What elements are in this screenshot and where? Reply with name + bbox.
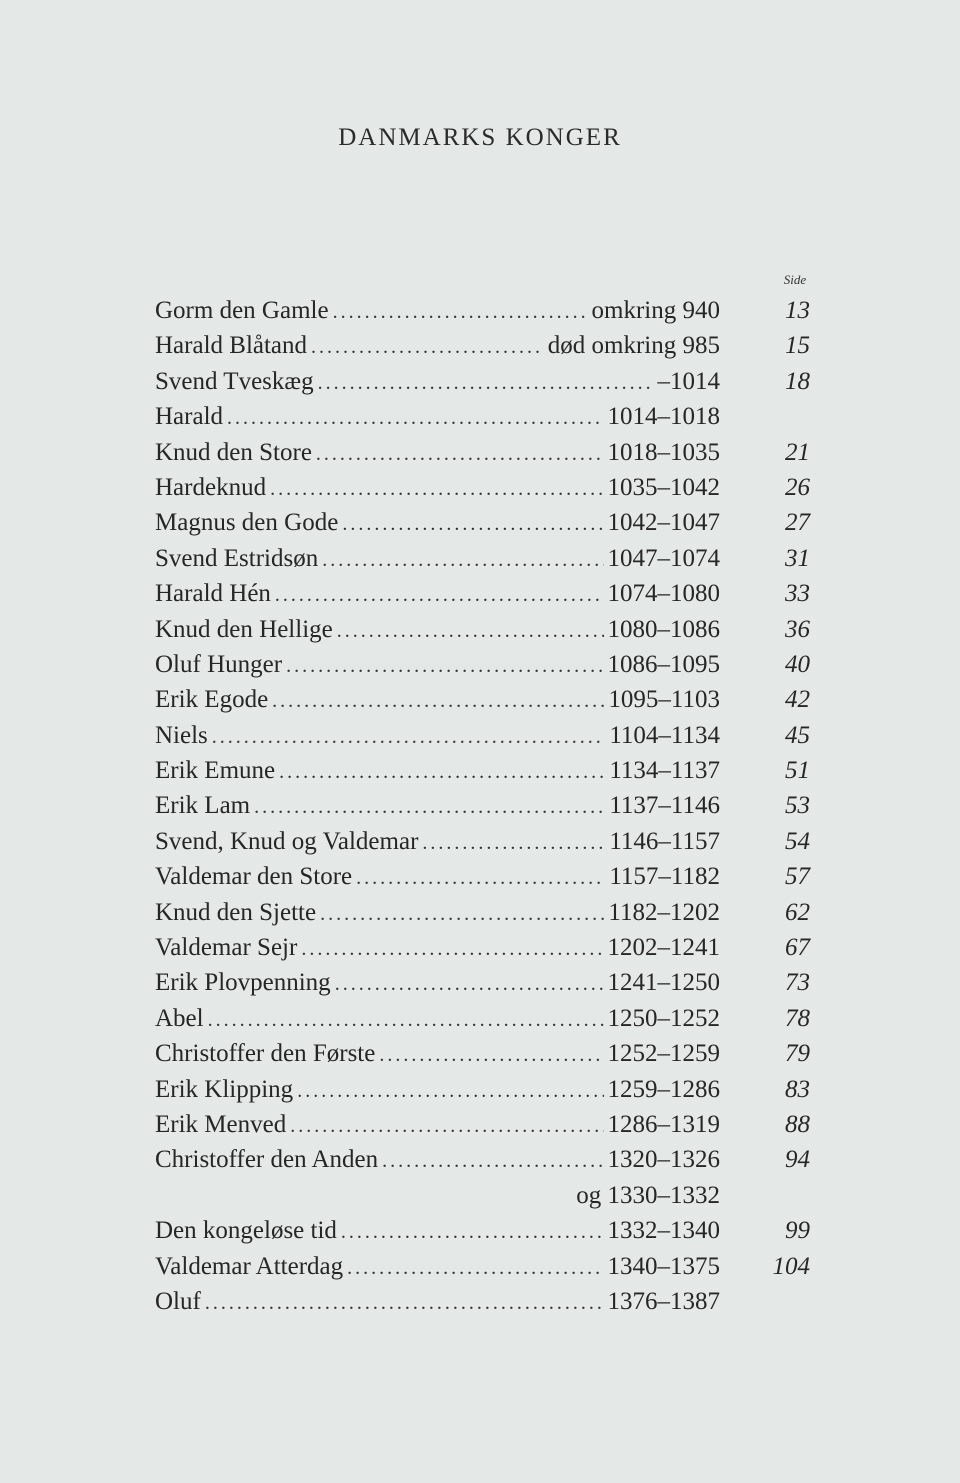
toc-entry — [155, 541, 810, 576]
dot-leader — [318, 366, 654, 401]
toc-entry — [155, 1249, 810, 1284]
king-name: Erik Menved — [155, 1110, 287, 1138]
page-number: 42 — [785, 686, 810, 714]
page-number: 94 — [785, 1146, 810, 1174]
page-number: 15 — [785, 332, 810, 360]
toc-entry — [155, 470, 810, 505]
toc-entry — [155, 576, 810, 611]
page-number: 33 — [785, 580, 810, 608]
king-name: Svend, Knud og Valdemar — [155, 827, 419, 855]
page-number: 36 — [785, 615, 810, 643]
king-name: Christoffer den Første — [155, 1040, 376, 1068]
king-name: Knud den Store — [155, 438, 312, 466]
page-number: 53 — [785, 792, 810, 820]
dot-leader — [316, 437, 604, 472]
reign-years: 1320–1326 — [607, 1146, 720, 1174]
king-name: Niels — [155, 721, 208, 749]
dot-leader — [290, 1109, 603, 1144]
reign-years: 1080–1086 — [607, 615, 720, 643]
king-name: Svend Estridsøn — [155, 544, 319, 572]
toc-entry — [155, 1178, 810, 1213]
page-number: 88 — [785, 1110, 810, 1138]
king-name: Valdemar den Store — [155, 863, 353, 891]
king-name: Den kongeløse tid — [155, 1217, 337, 1245]
reign-years: 1286–1319 — [607, 1110, 720, 1138]
page-number: 104 — [772, 1252, 810, 1280]
toc-entry — [155, 965, 810, 1000]
king-name: Svend Tveskæg — [155, 367, 314, 395]
king-name: Oluf — [155, 1287, 201, 1315]
reign-years: 1250–1252 — [607, 1004, 720, 1032]
toc-entry — [155, 682, 810, 717]
reign-years: 1241–1250 — [607, 969, 720, 997]
page-number: 27 — [785, 509, 810, 537]
king-name: Gorm den Gamle — [155, 297, 329, 324]
reign-years: 1137–1146 — [609, 792, 720, 820]
reign-years: og 1330–1332 — [576, 1181, 720, 1209]
page-title: DANMARKS KONGER — [338, 124, 622, 151]
reign-years: –1014 — [657, 367, 720, 395]
page-column-header: Side — [783, 272, 807, 287]
king-name: Erik Lam — [155, 792, 251, 820]
toc-entry — [155, 753, 810, 788]
dot-leader — [275, 578, 604, 613]
page-number: 78 — [785, 1004, 810, 1032]
reign-years: 1252–1259 — [607, 1040, 720, 1068]
toc-entry — [155, 364, 810, 399]
page-number: 62 — [785, 898, 810, 926]
reign-years: 1134–1137 — [609, 757, 720, 785]
reign-years: 1202–1241 — [607, 934, 720, 962]
king-name: Erik Emune — [155, 757, 276, 785]
toc-entry — [155, 505, 810, 540]
toc-entry — [155, 435, 810, 470]
dot-leader — [322, 543, 603, 578]
dot-leader — [347, 1251, 603, 1286]
page-number: 57 — [785, 863, 810, 891]
king-name: Harald Hén — [155, 580, 271, 608]
reign-years: 1014–1018 — [607, 403, 720, 431]
dot-leader — [301, 932, 603, 967]
reign-years: 1146–1157 — [609, 827, 720, 855]
dot-leader — [422, 826, 605, 861]
toc-entry — [155, 1036, 810, 1071]
reign-years: 1376–1387 — [607, 1287, 720, 1315]
reign-years: 1035–1042 — [607, 473, 720, 501]
reign-years: 1157–1182 — [609, 863, 720, 891]
dot-leader — [212, 720, 606, 755]
dot-leader — [272, 684, 604, 719]
page-number: 99 — [785, 1217, 810, 1245]
toc-entry — [155, 824, 810, 859]
toc-entry — [155, 718, 810, 753]
king-name: Oluf Hunger — [155, 650, 283, 678]
page-number: 73 — [785, 969, 810, 997]
reign-years: 1074–1080 — [607, 580, 720, 608]
toc-entry — [155, 1142, 810, 1177]
page-number: 83 — [785, 1075, 810, 1103]
dot-leader — [279, 755, 605, 790]
toc-entry — [155, 1072, 810, 1107]
toc-entry — [155, 647, 810, 682]
king-name: Valdemar Sejr — [155, 934, 298, 962]
page-number: 45 — [785, 721, 810, 749]
page-number: 31 — [785, 544, 810, 572]
king-name: Abel — [155, 1004, 204, 1032]
dot-leader — [335, 967, 604, 1002]
reign-years: 1047–1074 — [607, 544, 720, 572]
page-number: 26 — [785, 473, 810, 501]
dot-leader — [337, 614, 604, 649]
king-name: Hardeknud — [155, 473, 267, 501]
king-name: Knud den Hellige — [155, 615, 333, 643]
dot-leader — [333, 295, 588, 330]
dot-leader — [205, 1286, 604, 1321]
reign-years: 1182–1202 — [608, 898, 720, 926]
dot-leader — [341, 1215, 604, 1250]
king-name: Erik Klipping — [155, 1075, 294, 1103]
page-number: 51 — [785, 757, 810, 785]
reign-years: 1104–1134 — [609, 721, 720, 749]
reign-years: 1086–1095 — [607, 650, 720, 678]
kings-table-of-contents — [155, 293, 810, 1319]
page-number: 79 — [785, 1040, 810, 1068]
king-name: Christoffer den Anden — [155, 1146, 379, 1174]
page-number: 40 — [785, 650, 810, 678]
dot-leader — [311, 330, 544, 365]
toc-entry — [155, 788, 810, 823]
reign-years: 1018–1035 — [607, 438, 720, 466]
dot-leader — [270, 472, 603, 507]
toc-entry — [155, 859, 810, 894]
page-number: 21 — [785, 438, 810, 466]
reign-years: 1332–1340 — [607, 1217, 720, 1245]
toc-entry — [155, 399, 810, 434]
toc-entry — [155, 1213, 810, 1248]
page-number: 13 — [785, 297, 810, 324]
dot-leader — [379, 1038, 603, 1073]
reign-years: 1259–1286 — [607, 1075, 720, 1103]
page-number: 18 — [785, 367, 810, 395]
dot-leader — [297, 1074, 603, 1109]
dot-leader — [227, 401, 603, 436]
dot-leader — [254, 790, 605, 825]
king-name: Knud den Sjette — [155, 898, 317, 926]
king-name: Erik Egode — [155, 686, 269, 714]
dot-leader — [382, 1144, 603, 1179]
reign-years: 1042–1047 — [607, 509, 720, 537]
reign-years: 1095–1103 — [608, 686, 720, 714]
dot-leader — [342, 507, 603, 542]
toc-entry — [155, 1284, 810, 1319]
king-name: Harald Blåtand — [155, 332, 308, 360]
toc-entry — [155, 328, 810, 363]
reign-years: 1340–1375 — [607, 1252, 720, 1280]
reign-years: omkring 940 — [591, 297, 720, 324]
king-name: Valdemar Atterdag — [155, 1252, 344, 1280]
reign-years: død omkring 985 — [547, 332, 720, 360]
dot-leader — [286, 649, 603, 684]
king-name: Harald — [155, 403, 224, 431]
toc-entry — [155, 895, 810, 930]
dot-leader — [320, 897, 604, 932]
king-name: Magnus den Gode — [155, 509, 339, 537]
toc-entry — [155, 1001, 810, 1036]
page-number: 67 — [785, 934, 810, 962]
dot-leader — [208, 1003, 604, 1038]
toc-entry — [155, 612, 810, 647]
page-number: 54 — [785, 827, 810, 855]
toc-entry — [155, 1107, 810, 1142]
toc-entry — [155, 293, 810, 328]
dot-leader — [356, 861, 605, 896]
toc-entry — [155, 930, 810, 965]
king-name: Erik Plovpenning — [155, 969, 331, 997]
